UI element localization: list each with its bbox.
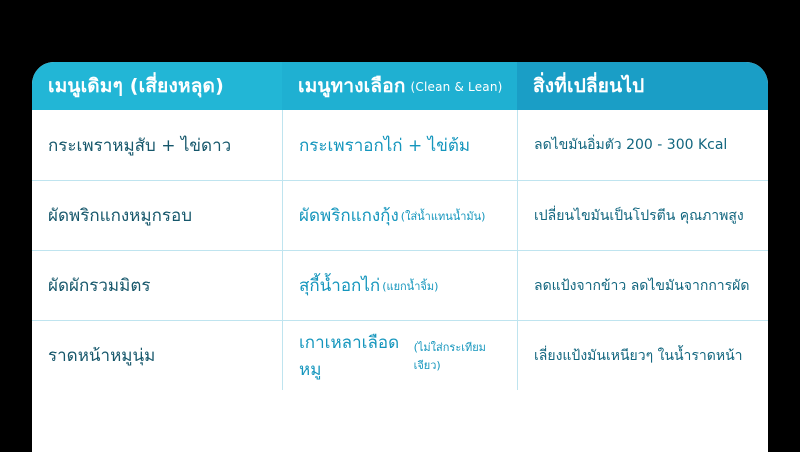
cell-original-text: กระเพราหมูสับ + ไข่ดาว xyxy=(48,135,232,156)
cell-alternative-text: สุกี้น้ำอกไก่ xyxy=(299,276,381,296)
cell-alternative-text: เกาเหลาเลือดหมู xyxy=(299,332,400,380)
cell-alternative xyxy=(282,250,517,320)
table-row xyxy=(32,180,768,250)
cell-original-text: ผัดผักรวมมิตร xyxy=(48,276,151,296)
cell-alternative-note: (ไม่ใส่กระเทียมเจียว) xyxy=(413,340,486,372)
cell-original xyxy=(32,110,282,180)
column-header-original-label: เมนูเดิมๆ (เสี่ยงหลุด) xyxy=(48,75,224,97)
cell-change xyxy=(517,110,768,180)
column-header-change xyxy=(517,62,768,110)
cell-alternative-note: (แยกน้ำจิ้ม) xyxy=(382,279,439,293)
cell-original-text: ราดหน้าหมูนุ่ม xyxy=(48,346,156,366)
cell-change-text: เปลี่ยนไขมันเป็นโปรตีน คุณภาพสูง xyxy=(534,207,744,224)
cell-alternative xyxy=(282,320,517,390)
comparison-card xyxy=(32,62,768,452)
cell-alternative-text: ผัดพริกแกงกุ้ง xyxy=(299,206,399,226)
column-header-change-label: สิ่งที่เปลี่ยนไป xyxy=(533,75,645,97)
table-row xyxy=(32,110,768,180)
cell-alternative-text: กระเพราอกไก่ + ไข่ต้ม xyxy=(299,135,471,156)
cell-change-text: ลดไขมันอิ่มตัว 200 - 300 Kcal xyxy=(534,137,728,153)
table-header-row xyxy=(32,62,768,110)
cell-original-text: ผัดพริกแกงหมูกรอบ xyxy=(48,206,193,226)
cell-change xyxy=(517,320,768,390)
cell-alternative xyxy=(282,180,517,250)
cell-alternative xyxy=(282,110,517,180)
cell-original xyxy=(32,180,282,250)
table-row xyxy=(32,250,768,320)
cell-change xyxy=(517,180,768,250)
cell-alternative-note: (ใส่น้ำแทนน้ำมัน) xyxy=(400,209,486,223)
table-row xyxy=(32,320,768,390)
cell-change-text: ลดแป้งจากข้าว ลดไขมันจากการผัด xyxy=(534,277,750,294)
column-header-alternative xyxy=(282,62,517,110)
cell-original xyxy=(32,320,282,390)
comparison-table xyxy=(32,62,768,390)
column-header-alternative-subtitle: (Clean & Lean) xyxy=(410,80,503,94)
cell-change-text: เลี่ยงแป้งมันเหนียวๆ ในน้ำราดหน้า xyxy=(534,347,743,364)
cell-change xyxy=(517,250,768,320)
column-header-alternative-label: เมนูทางเลือก xyxy=(298,75,406,97)
column-header-original xyxy=(32,62,282,110)
cell-original xyxy=(32,250,282,320)
